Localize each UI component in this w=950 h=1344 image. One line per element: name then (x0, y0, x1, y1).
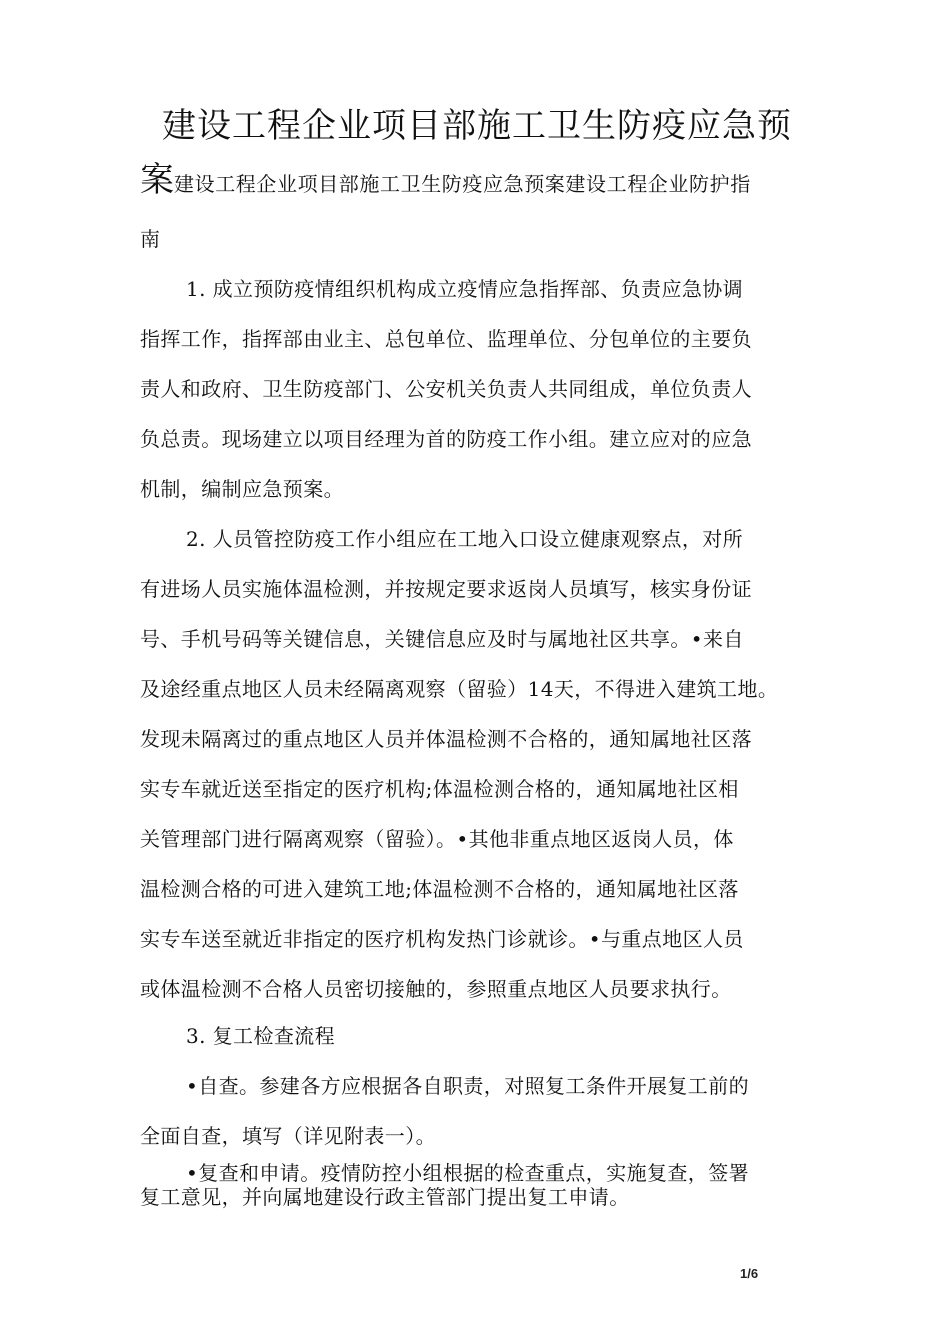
paragraph-line: 2. 人员管控防疫工作小组应在工地入口设立健康观察点，对所 (186, 527, 744, 551)
paragraph-line: 发现未隔离过的重点地区人员并体温检测不合格的，通知属地社区落 (140, 727, 752, 751)
paragraph-line: 指挥工作，指挥部由业主、总包单位、监理单位、分包单位的主要负 (140, 327, 752, 351)
paragraph-line: 温检测合格的可进入建筑工地;体温检测不合格的，通知属地社区落 (140, 877, 739, 901)
paragraph-line: 全面自查，填写（详见附表一）。 (140, 1124, 436, 1148)
paragraph-line: 负总责。现场建立以项目经理为首的防疫工作小组。建立应对的应急 (140, 427, 752, 451)
document-title-last-char: 案 (140, 160, 174, 200)
section-heading: 3. 复工检查流程 (186, 1024, 336, 1048)
paragraph-line: •复查和申请。疫情防控小组根据的检查重点，实施复查，签署 (186, 1161, 749, 1185)
paragraph-line: 机制，编制应急预案。 (140, 477, 344, 501)
document-subtitle: 建设工程企业项目部施工卫生防疫应急预案建设工程企业防护指 (174, 172, 751, 196)
document-title-line-1: 建设工程企业项目部施工卫生防疫应急预 (162, 106, 792, 146)
paragraph-line: 实专车就近送至指定的医疗机构;体温检测合格的，通知属地社区相 (140, 777, 739, 801)
paragraph-line: 1. 成立预防疫情组织机构成立疫情应急指挥部、负责应急协调 (186, 277, 744, 301)
paragraph-line: 号、手机号码等关键信息，关键信息应及时与属地社区共享。•来自 (140, 627, 744, 651)
page-number: 1/6 (740, 1266, 759, 1281)
paragraph-line: 关管理部门进行隔离观察（留验）。•其他非重点地区返岗人员，体 (140, 827, 734, 851)
paragraph-line: •自查。参建各方应根据各自职责，对照复工条件开展复工前的 (186, 1074, 749, 1098)
paragraph-line: 有进场人员实施体温检测，并按规定要求返岗人员填写，核实身份证 (140, 577, 752, 601)
paragraph-line: 责人和政府、卫生防疫部门、公安机关负责人共同组成，单位负责人 (140, 377, 752, 401)
document-title-line-2 (140, 160, 751, 206)
paragraph-line: 实专车送至就近非指定的医疗机构发热门诊就诊。•与重点地区人员 (140, 927, 744, 951)
document-subtitle-cont: 南 (140, 227, 160, 251)
paragraph-line: 或体温检测不合格人员密切接触的，参照重点地区人员要求执行。 (140, 977, 732, 1001)
paragraph-line: 及途经重点地区人员未经隔离观察（留验）14天，不得进入建筑工地。 (140, 677, 779, 701)
paragraph-line: 复工意见，并向属地建设行政主管部门提出复工申请。 (140, 1185, 630, 1209)
